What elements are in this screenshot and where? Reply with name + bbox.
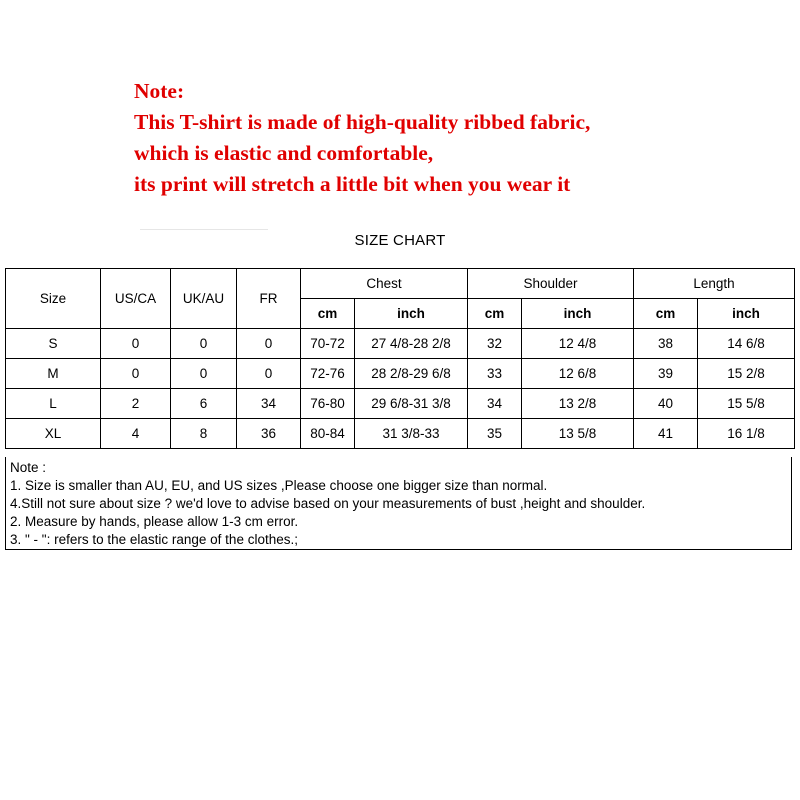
header-fr: FR [237,269,301,329]
subheader-shoulder-inch: inch [522,299,634,329]
table-row [6,419,795,449]
cell-shoulder-cm: 33 [468,359,522,389]
notes-line: 1. Size is smaller than AU, EU, and US sizes ,Please choose one bigger size than normal. [10,478,548,493]
cell-us-ca: 4 [101,419,171,449]
subheader-length-inch: inch [698,299,795,329]
subheader-shoulder-cm: cm [468,299,522,329]
subheader-chest-cm: cm [301,299,355,329]
cell-shoulder-inch: 12 4/8 [522,329,634,359]
cell-length-cm: 41 [634,419,698,449]
cell-chest-cm: 70-72 [301,329,355,359]
subheader-length-cm: cm [634,299,698,329]
cell-fr: 36 [237,419,301,449]
cell-shoulder-inch: 13 2/8 [522,389,634,419]
cell-chest-inch: 29 6/8-31 3/8 [355,389,468,419]
size-notes [5,457,792,550]
cell-length-inch: 15 5/8 [698,389,795,419]
size-chart-title: SIZE CHART [354,232,446,249]
cell-shoulder-inch: 13 5/8 [522,419,634,449]
cell-fr: 0 [237,359,301,389]
cell-fr: 34 [237,389,301,419]
table-row [6,389,795,419]
cell-us-ca: 0 [101,329,171,359]
cell-length-cm: 40 [634,389,698,419]
notes-line: 4.Still not sure about size ? we'd love to advise based on your measurements of bust ,height and shoulder. [10,496,646,511]
header-size: Size [6,269,101,329]
cell-us-ca: 0 [101,359,171,389]
cell-uk-au: 8 [171,419,237,449]
cell-chest-cm: 76-80 [301,389,355,419]
cell-shoulder-inch: 12 6/8 [522,359,634,389]
size-chart-table [5,268,795,449]
cell-us-ca: 2 [101,389,171,419]
cell-shoulder-cm: 34 [468,389,522,419]
header-chest: Chest [301,269,468,299]
cell-chest-cm: 80-84 [301,419,355,449]
fabric-note-line-1: This T-shirt is made of high-quality ribbed fabric, [134,110,591,134]
subheader-chest-inch: inch [355,299,468,329]
cell-length-cm: 38 [634,329,698,359]
header-row [6,269,795,299]
cell-shoulder-cm: 32 [468,329,522,359]
cell-size: S [6,329,101,359]
cell-length-cm: 39 [634,359,698,389]
cell-chest-cm: 72-76 [301,359,355,389]
fabric-note-line-3: its print will stretch a little bit when you wear it [134,172,571,196]
header-us-ca: US/CA [101,269,171,329]
table-row [6,359,795,389]
cell-length-inch: 14 6/8 [698,329,795,359]
cell-chest-inch: 31 3/8-33 [355,419,468,449]
cell-chest-inch: 27 4/8-28 2/8 [355,329,468,359]
cell-size: L [6,389,101,419]
cell-fr: 0 [237,329,301,359]
notes-line: 2. Measure by hands, please allow 1-3 cm error. [10,514,299,529]
header-shoulder: Shoulder [468,269,634,299]
cell-shoulder-cm: 35 [468,419,522,449]
cell-size: M [6,359,101,389]
header-length: Length [634,269,795,299]
divider-line [140,229,268,230]
cell-length-inch: 16 1/8 [698,419,795,449]
cell-size: XL [6,419,101,449]
cell-length-inch: 15 2/8 [698,359,795,389]
notes-heading: Note : [10,460,47,475]
table-row [6,329,795,359]
fabric-note-heading: Note: [134,79,185,103]
cell-uk-au: 0 [171,329,237,359]
cell-chest-inch: 28 2/8-29 6/8 [355,359,468,389]
fabric-note [134,76,590,200]
notes-line: 3. " - ": refers to the elastic range of the clothes.; [10,532,298,547]
fabric-note-line-2: which is elastic and comfortable, [134,141,434,165]
cell-uk-au: 6 [171,389,237,419]
header-uk-au: UK/AU [171,269,237,329]
cell-uk-au: 0 [171,359,237,389]
